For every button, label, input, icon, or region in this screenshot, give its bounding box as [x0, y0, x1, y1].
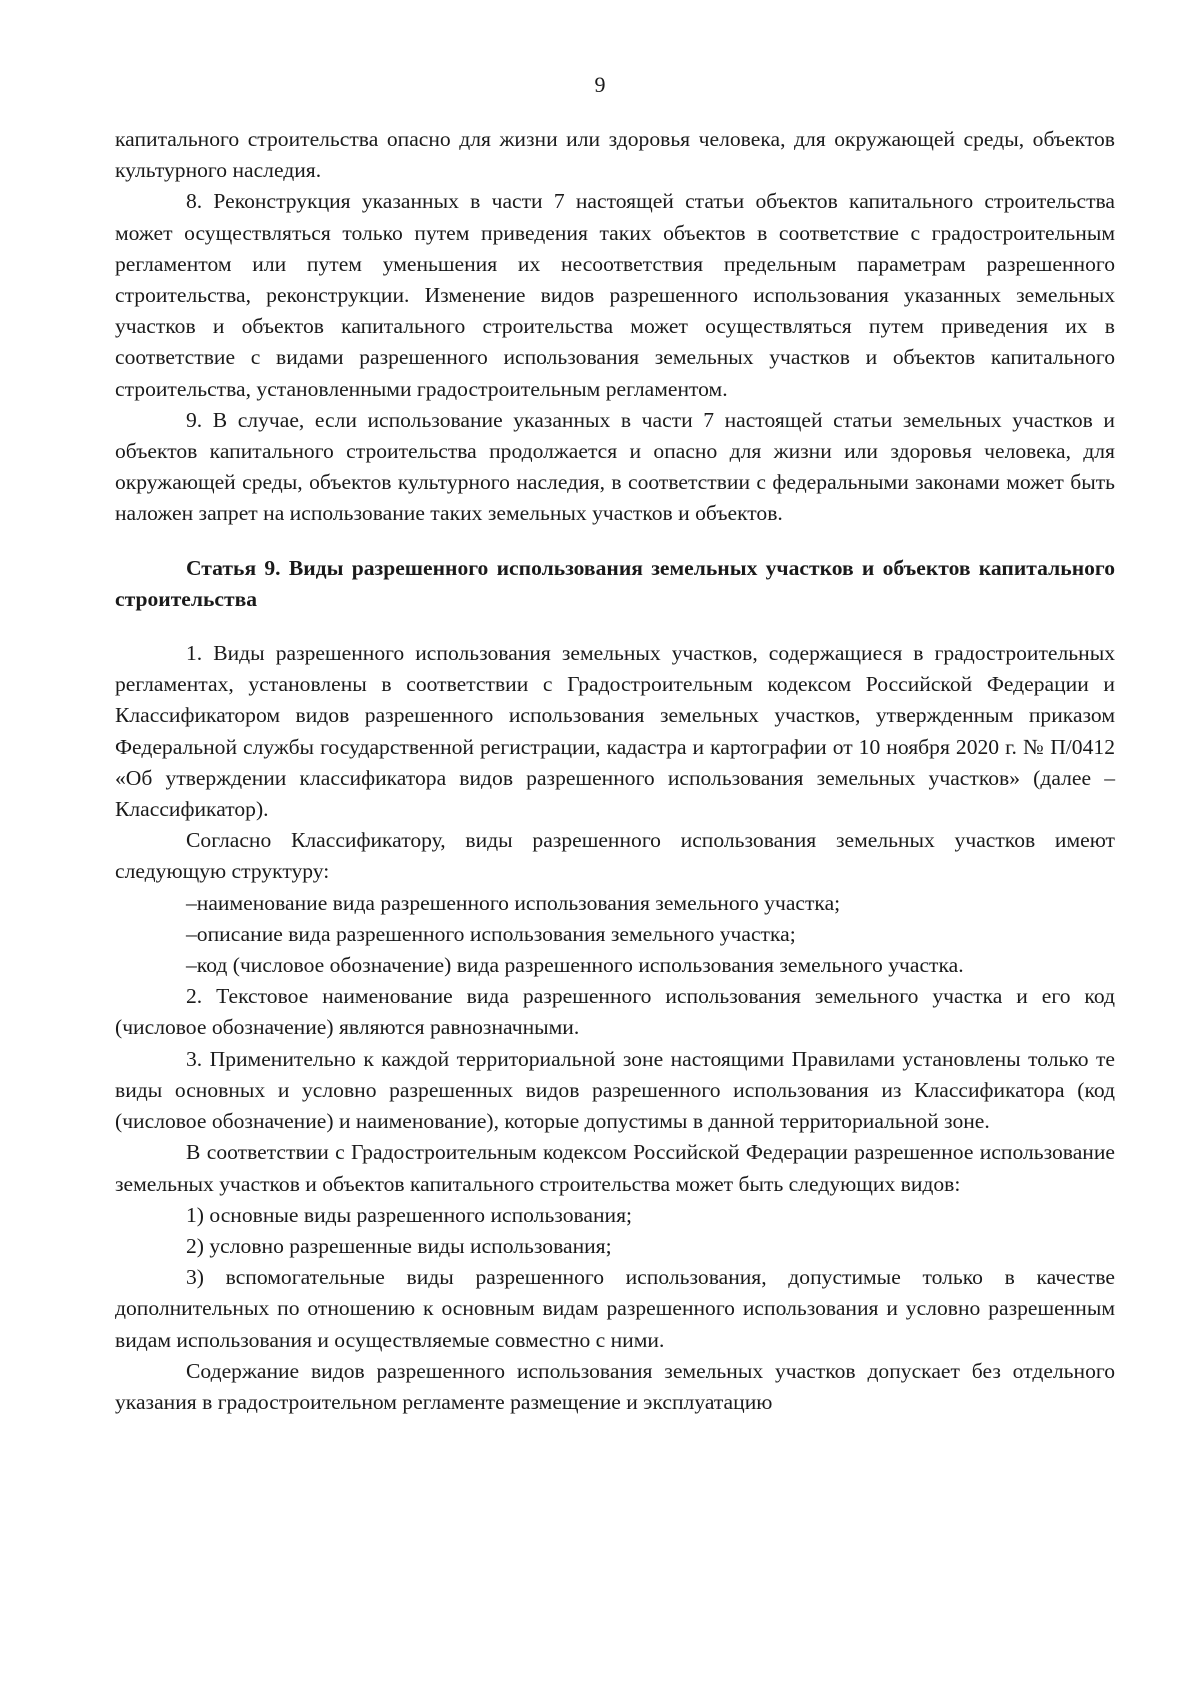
- list-item-main-uses: 1) основные виды разрешенного использования;: [186, 1202, 633, 1227]
- list-item-name: –наименование вида разрешенного использования земельного участка;: [186, 890, 841, 915]
- list-item-description: –описание вида разрешенного использования земельного участка;: [186, 921, 796, 946]
- paragraph-item-2: 2. Текстовое наименование вида разрешенного использования земельного участка и его код (числовое обозначение) являются равнозначными.: [115, 984, 1115, 1040]
- paragraph-item-9: 9. В случае, если использование указанных в части 7 настоящей статьи земельных участков и объектов капитального строительства продолжается и опасно для жизни или здоровья человека, для окружающей среды, объектов культурного наследия, в соответствии с федеральными законами может быть наложен запрет на использование таких земельных участков и объектов.: [115, 407, 1115, 526]
- paragraph-classifier-structure: Согласно Классификатору, виды разрешенного использования земельных участков имеют следующую структуру:: [115, 828, 1115, 884]
- document-body: [115, 124, 1115, 1418]
- list-item-auxiliary-uses: 3) вспомогательные виды разрешенного использования, допустимые только в качестве дополнительных по отношению к основным видам разрешенного использования и условно разрешенным видам использования и осуществляемые совместно с ними.: [115, 1265, 1115, 1352]
- paragraph-code-kinds: В соответствии с Градостроительным кодексом Российской Федерации разрешенное использование земельных участков и объектов капитального строительства может быть следующих видов:: [115, 1140, 1115, 1196]
- paragraph-content-of-uses: Содержание видов разрешенного использования земельных участков допускает без отдельного указания в градостроительном регламенте размещение и эксплуатацию: [115, 1358, 1115, 1414]
- page-number: 9: [594, 72, 606, 97]
- paragraph-item-8: 8. Реконструкция указанных в части 7 настоящей статьи объектов капитального строительства может осуществляться только путем приведения таких объектов в соответствие с градостроительным регламентом или путем уменьшения их несоответствия предельным параметрам разрешенного строительства, реконструкции. Изменение видов разрешенного использования указанных земельных участков и объектов капитального строительства может осуществляться путем приведения их в соответствие с видами разрешенного использования земельных участков и объектов капитального строительства, установленными градостроительным регламентом.: [115, 189, 1115, 401]
- paragraph-item-3: 3. Применительно к каждой территориальной зоне настоящими Правилами установлены только те виды основных и условно разрешенных видов разрешенного использования из Классификатора (код (числовое обозначение) и наименование), которые допустимы в данной территориальной зоне.: [115, 1046, 1115, 1134]
- paragraph-item-1: 1. Виды разрешенного использования земельных участков, содержащиеся в градостроительных регламентах, установлены в соответствии с Градостроительным кодексом Российской Федерации и Классификатором видов разрешенного использования земельных участков, утвержденным приказом Федеральной службы государственной регистрации, кадастра и картографии от 10 ноября 2020 г. № П/0412 «Об утверждении классификатора видов разрешенного использования земельных участков» (далее – Классификатор).: [115, 641, 1115, 822]
- list-item-conditional-uses: 2) условно разрешенные виды использования;: [186, 1233, 612, 1258]
- paragraph-continuation: капитального строительства опасно для жизни или здоровья человека, для окружающей среды, объектов культурного наследия.: [115, 127, 1115, 183]
- list-item-code: –код (числовое обозначение) вида разрешенного использования земельного участка.: [186, 953, 964, 978]
- article-heading: Статья 9. Виды разрешенного использования земельных участков и объектов капитального строительства: [115, 555, 1115, 611]
